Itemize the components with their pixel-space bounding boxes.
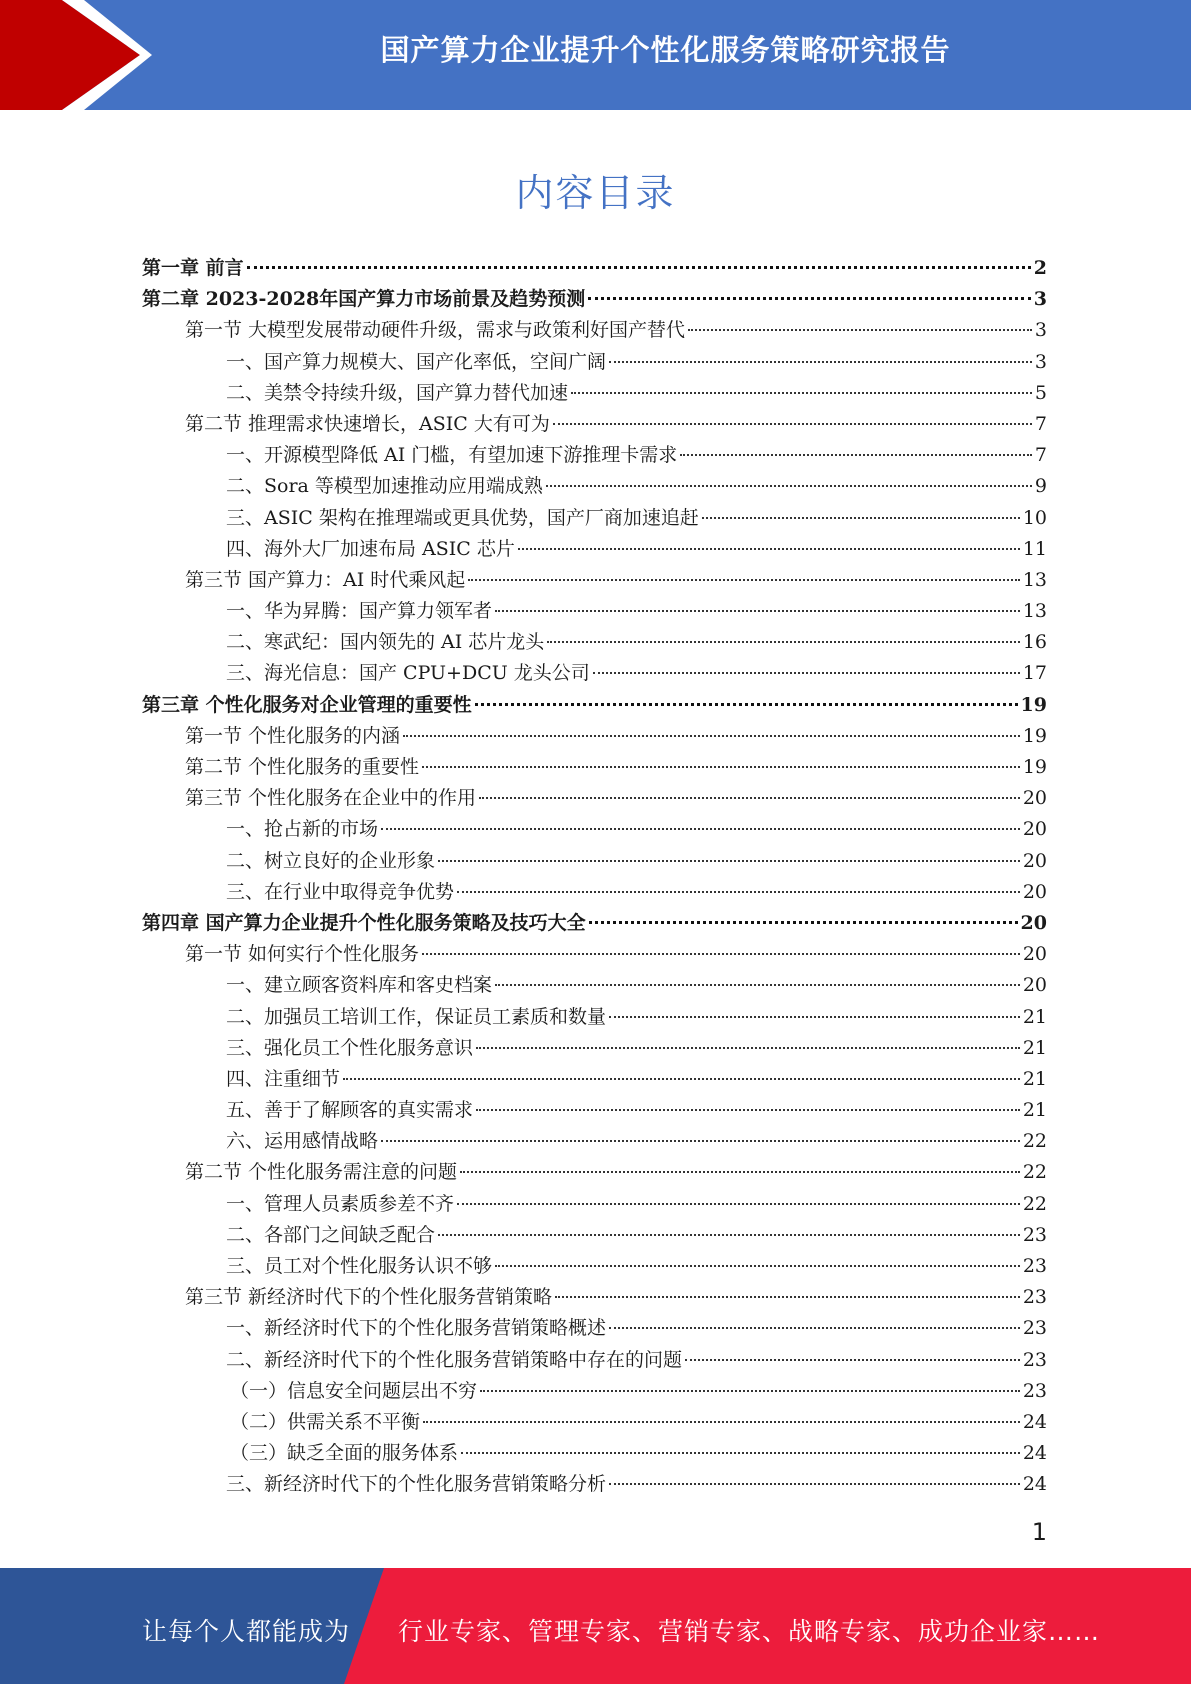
toc-dot-leader	[518, 547, 1020, 550]
header-banner	[0, 0, 1191, 110]
report-title: 国产算力企业提升个性化服务策略研究报告	[380, 33, 951, 67]
toc-entry-title: 二、Sora 等模型加速推动应用端成熟	[226, 475, 543, 498]
toc-entry[interactable]	[142, 471, 1047, 502]
chevron-arrow-icon	[0, 0, 160, 110]
toc-entry-title: 四、注重细节	[226, 1067, 341, 1090]
toc-entry-title: 第四章 国产算力企业提升个性化服务策略及技巧大全	[142, 911, 586, 934]
toc-entry[interactable]	[142, 1282, 1047, 1313]
toc-entry-title: 一、开源模型降低 AI 门槛，有望加速下游推理卡需求	[226, 444, 678, 467]
toc-entry[interactable]	[142, 1220, 1047, 1251]
footer-banner	[0, 1568, 1191, 1684]
toc-entry-page: 19	[1022, 724, 1047, 747]
toc-entry-page: 16	[1022, 631, 1047, 654]
toc-entry-title: （一）信息安全问题层出不穷	[230, 1379, 478, 1402]
toc-entry-page: 2	[1033, 257, 1047, 279]
toc-entry-page: 13	[1022, 568, 1047, 591]
toc-entry-page: 7	[1034, 444, 1047, 467]
toc-entry-page: 10	[1022, 506, 1047, 529]
toc-entry-page: 20	[1022, 880, 1047, 903]
toc-entry-page: 20	[1022, 818, 1047, 841]
toc-entry-page: 22	[1022, 1192, 1047, 1215]
toc-dot-leader	[438, 1233, 1020, 1236]
toc-entry[interactable]	[142, 1033, 1047, 1064]
toc-dot-leader	[589, 920, 1018, 924]
toc-entry-page: 19	[1022, 756, 1047, 778]
toc-entry[interactable]	[142, 1064, 1047, 1095]
toc-entry-page: 13	[1022, 600, 1047, 623]
toc-entry-page: 23	[1022, 1317, 1047, 1340]
toc-entry-title: 第一节 如何实行个性化服务	[185, 943, 420, 966]
toc-dot-leader	[457, 1202, 1020, 1205]
toc-dot-leader	[475, 702, 1018, 706]
toc-dot-leader	[495, 983, 1020, 986]
toc-entry-title: 二、各部门之间缺乏配合	[226, 1223, 436, 1246]
toc-entry-title: 第二节 个性化服务需注意的问题	[185, 1161, 458, 1184]
toc-entry[interactable]	[142, 253, 1047, 284]
toc-dot-leader	[343, 1077, 1020, 1080]
toc-entry-title: 三、在行业中取得竞争优势	[226, 880, 455, 903]
toc-dot-leader	[495, 1264, 1020, 1267]
toc-entry[interactable]	[142, 846, 1047, 877]
toc-entry[interactable]	[142, 378, 1047, 409]
toc-entry[interactable]	[142, 877, 1047, 908]
toc-entry-title: 一、抢占新的市场	[226, 818, 379, 841]
toc-entry-title: 一、新经济时代下的个性化服务营销策略概述	[226, 1317, 607, 1340]
toc-entry[interactable]	[142, 1251, 1047, 1282]
toc-dot-leader	[495, 609, 1020, 612]
toc-entry[interactable]	[142, 939, 1047, 970]
toc-entry-page: 20	[1022, 787, 1047, 810]
toc-dot-leader	[422, 765, 1020, 768]
toc-entry-title: 二、美禁令持续升级，国产算力替代加速	[226, 381, 569, 404]
toc-entry-page: 21	[1022, 1067, 1047, 1090]
toc-entry-title: 第三节 国产算力：AI 时代乘风起	[185, 568, 466, 591]
toc-entry-page: 23	[1022, 1286, 1047, 1309]
toc-entry-page: 23	[1022, 1223, 1047, 1246]
toc-entry[interactable]	[142, 1469, 1047, 1500]
toc-dot-leader	[588, 296, 1031, 300]
toc-dot-leader	[457, 890, 1020, 893]
toc-entry-page: 3	[1034, 350, 1047, 373]
toc-entry-page: 22	[1022, 1130, 1047, 1153]
toc-entry-page: 3	[1034, 319, 1047, 342]
toc-entry-title: 三、新经济时代下的个性化服务营销策略分析	[226, 1473, 607, 1496]
toc-entry[interactable]	[142, 1313, 1047, 1344]
footer-slogan-right: 行业专家、管理专家、营销专家、战略专家、成功企业家……	[398, 1617, 1101, 1646]
toc-entry-title: 五、善于了解顾客的真实需求	[226, 1099, 474, 1122]
toc-entry-title: 二、树立良好的企业形象	[226, 849, 436, 872]
toc-entry[interactable]	[142, 534, 1047, 565]
toc-entry-title: 第一节 个性化服务的内涵	[185, 724, 401, 747]
page-number: 1	[1031, 1518, 1047, 1546]
toc-dot-leader	[680, 453, 1032, 456]
toc-dot-leader	[479, 796, 1020, 799]
toc-entry-title: 第三节 个性化服务在企业中的作用	[185, 787, 477, 810]
toc-entry[interactable]	[142, 690, 1047, 721]
toc-entry[interactable]	[142, 908, 1047, 939]
toc-entry-title: 一、建立顾客资料库和客史档案	[226, 974, 493, 997]
toc-entry-title: 二、寒武纪：国内领先的 AI 芯片龙头	[226, 631, 545, 654]
toc-dot-leader	[423, 1420, 1020, 1423]
toc-dot-leader	[553, 422, 1032, 425]
toc-dot-leader	[685, 1358, 1020, 1361]
toc-dot-leader	[547, 640, 1020, 643]
toc-dot-leader	[476, 1108, 1020, 1111]
toc-entry-title: 三、员工对个性化服务认识不够	[226, 1255, 493, 1277]
toc-dot-leader	[403, 734, 1020, 737]
toc-entry[interactable]	[142, 1157, 1047, 1188]
toc-dot-leader	[468, 578, 1020, 581]
toc-entry-page: 24	[1022, 1410, 1047, 1433]
toc-entry[interactable]	[142, 627, 1047, 658]
toc-entry-page: 24	[1022, 1442, 1047, 1465]
toc-entry-title: 第三章 个性化服务对企业管理的重要性	[142, 693, 472, 716]
toc-entry-title: 三、海光信息：国产 CPU+DCU 龙头公司	[226, 662, 590, 685]
toc-entry-title: 第二节 个性化服务的重要性	[185, 756, 420, 778]
toc-entry[interactable]	[142, 284, 1047, 315]
toc-entry-title: 六、运用感情战略	[226, 1130, 379, 1153]
toc-dot-leader	[609, 1482, 1020, 1485]
toc-dot-leader	[247, 265, 1031, 269]
toc-entry-title: 四、海外大厂加速布局 ASIC 芯片	[226, 537, 515, 560]
toc-entry[interactable]	[142, 1095, 1047, 1126]
toc-entry[interactable]	[142, 1345, 1047, 1376]
toc-entry[interactable]	[142, 721, 1047, 752]
toc-entry-page: 20	[1020, 911, 1047, 934]
toc-entry-title: 一、国产算力规模大、国产化率低，空间广阔	[226, 350, 607, 373]
table-of-contents	[142, 253, 1047, 1501]
toc-entry[interactable]	[142, 440, 1047, 471]
toc-dot-leader	[546, 484, 1032, 487]
toc-entry[interactable]	[142, 970, 1047, 1001]
toc-entry-page: 23	[1022, 1379, 1047, 1402]
toc-dot-leader	[422, 952, 1020, 955]
toc-dot-leader	[702, 516, 1020, 519]
toc-entry[interactable]	[142, 658, 1047, 689]
toc-entry[interactable]	[142, 409, 1047, 440]
toc-entry-title: 第三节 新经济时代下的个性化服务营销策略	[185, 1286, 553, 1309]
toc-entry-title: 第二节 推理需求快速增长，ASIC 大有可为	[185, 412, 550, 435]
toc-entry-title: （二）供需关系不平衡	[230, 1410, 421, 1433]
toc-entry-title: 第一章 前言	[142, 257, 244, 279]
toc-entry[interactable]	[142, 1407, 1047, 1438]
toc-entry-page: 3	[1033, 288, 1047, 311]
toc-entry-title: 一、华为昇腾：国产算力领军者	[226, 600, 493, 623]
toc-dot-leader	[555, 1295, 1020, 1298]
toc-entry-title: 第二章 2023-2028年国产算力市场前景及趋势预测	[142, 288, 586, 311]
toc-entry[interactable]	[142, 347, 1047, 378]
toc-entry-page: 20	[1022, 974, 1047, 997]
toc-entry[interactable]	[142, 752, 1047, 783]
toc-entry[interactable]	[142, 1189, 1047, 1220]
toc-entry[interactable]	[142, 503, 1047, 534]
toc-entry-title: 第一节 大模型发展带动硬件升级，需求与政策利好国产替代	[185, 319, 686, 342]
toc-entry-page: 9	[1034, 475, 1047, 498]
toc-entry-page: 23	[1022, 1348, 1047, 1371]
toc-dot-leader	[609, 360, 1032, 363]
toc-entry[interactable]	[142, 315, 1047, 346]
toc-entry-page: 20	[1022, 849, 1047, 872]
toc-dot-leader	[381, 1139, 1020, 1142]
toc-entry-page: 19	[1020, 693, 1047, 716]
toc-entry[interactable]	[142, 565, 1047, 596]
toc-entry-page: 20	[1022, 943, 1047, 966]
toc-dot-leader	[460, 1170, 1020, 1173]
toc-entry-title: 三、ASIC 架构在推理端或更具优势，国产厂商加速追赶	[226, 506, 699, 529]
toc-dot-leader	[381, 827, 1020, 830]
toc-entry[interactable]	[142, 1126, 1047, 1157]
toc-entry[interactable]	[142, 1438, 1047, 1469]
toc-entry-page: 24	[1022, 1473, 1047, 1496]
toc-entry[interactable]	[142, 596, 1047, 627]
toc-entry-title: 三、强化员工个性化服务意识	[226, 1036, 474, 1059]
toc-dot-leader	[476, 1046, 1020, 1049]
toc-dot-leader	[438, 859, 1020, 862]
toc-heading: 内容目录	[515, 171, 676, 215]
toc-entry[interactable]	[142, 1002, 1047, 1033]
footer-slogan-left: 让每个人都能成为	[142, 1617, 351, 1646]
toc-dot-leader	[688, 328, 1032, 331]
toc-entry-page: 5	[1034, 381, 1047, 404]
toc-entry-page: 11	[1022, 537, 1047, 560]
toc-entry-page: 23	[1022, 1255, 1047, 1277]
toc-dot-leader	[480, 1389, 1020, 1392]
toc-entry-title: 二、加强员工培训工作，保证员工素质和数量	[226, 1005, 607, 1028]
toc-entry-page: 22	[1022, 1161, 1047, 1184]
toc-entry-title: （三）缺乏全面的服务体系	[230, 1442, 459, 1465]
toc-dot-leader	[609, 1326, 1020, 1329]
toc-entry-title: 一、管理人员素质参差不齐	[226, 1192, 455, 1215]
toc-entry-page: 17	[1022, 662, 1047, 685]
toc-entry-page: 21	[1022, 1036, 1047, 1059]
toc-entry[interactable]	[142, 814, 1047, 845]
toc-entry-page: 7	[1034, 412, 1047, 435]
toc-dot-leader	[571, 391, 1032, 394]
toc-dot-leader	[593, 671, 1020, 674]
toc-entry[interactable]	[142, 783, 1047, 814]
toc-dot-leader	[461, 1451, 1020, 1454]
toc-dot-leader	[609, 1015, 1020, 1018]
toc-entry-page: 21	[1022, 1005, 1047, 1028]
toc-entry-page: 21	[1022, 1099, 1047, 1122]
toc-entry-title: 二、新经济时代下的个性化服务营销策略中存在的问题	[226, 1348, 683, 1371]
toc-entry[interactable]	[142, 1376, 1047, 1407]
